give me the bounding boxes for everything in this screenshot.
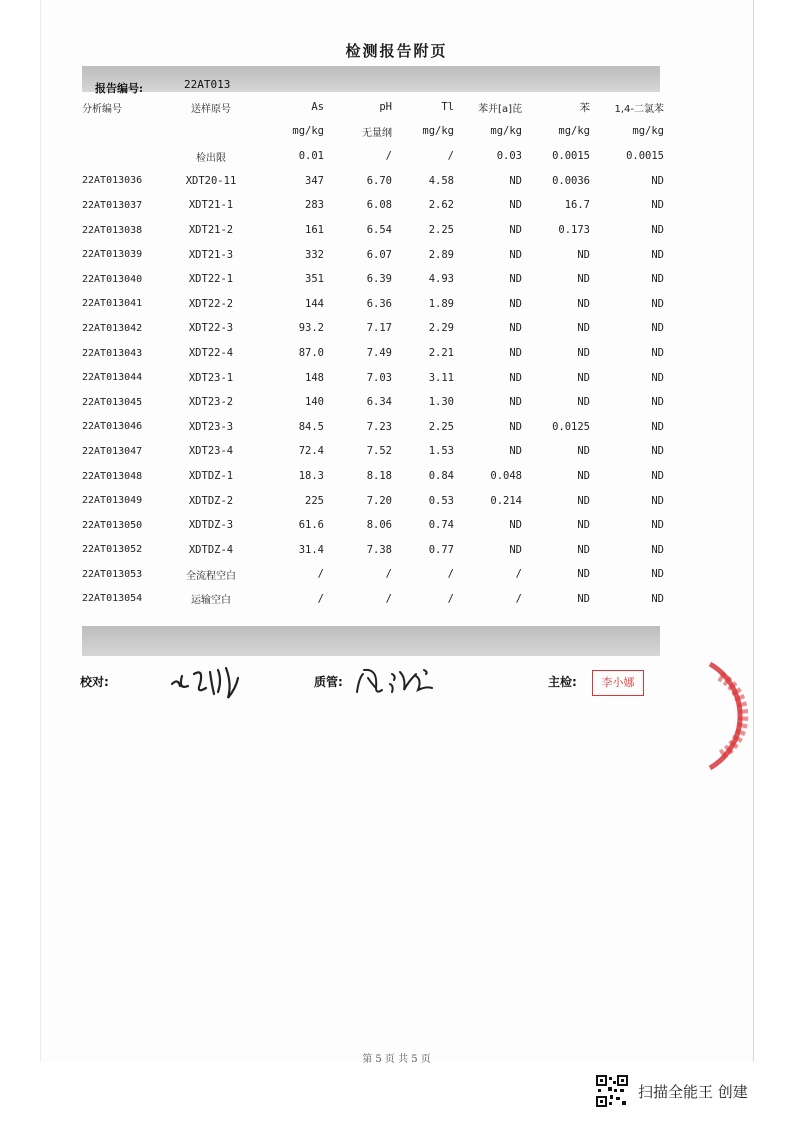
units-row (82, 118, 664, 144)
result-cell: ND (577, 248, 590, 261)
result-cell: / (515, 568, 522, 581)
qc-signature (354, 664, 446, 700)
result-cell: ND (577, 322, 590, 335)
sample-id-cell: XDT22-2 (188, 297, 234, 310)
analysis-id-cell: 22AT013040 (82, 273, 143, 285)
result-cell: 4.58 (428, 174, 454, 187)
results-table (82, 96, 664, 611)
analysis-id-cell: 22AT013037 (82, 199, 143, 211)
result-cell: 6.70 (366, 174, 392, 187)
qc-label: 质管: (314, 675, 343, 689)
limit-cell: 0.01 (298, 150, 324, 163)
result-cell: 18.3 (298, 470, 324, 483)
sample-id-cell: XDT23-2 (188, 396, 234, 409)
table-row (82, 316, 664, 341)
result-cell: 148 (305, 371, 324, 384)
page-title: 检测报告附页 (345, 42, 448, 60)
unit-cell: 无量纲 (362, 127, 392, 139)
column-header: pH (379, 101, 392, 113)
analysis-id-cell: 22AT013050 (82, 519, 143, 531)
sample-id-cell: 运输空白 (191, 595, 231, 607)
analysis-id-cell: 22AT013044 (82, 372, 143, 384)
result-cell: ND (509, 297, 522, 310)
table-row (82, 587, 664, 612)
result-cell: / (515, 592, 522, 605)
result-cell: ND (577, 396, 590, 409)
unit-cell: mg/kg (632, 125, 664, 137)
result-cell: 6.54 (366, 224, 392, 237)
result-cell: ND (651, 420, 664, 433)
sample-id-cell: XDT23-3 (188, 420, 234, 433)
official-seal-icon (706, 656, 793, 776)
result-cell: 7.38 (366, 543, 392, 556)
result-cell: 6.36 (366, 297, 392, 310)
analysis-id-cell: 22AT013045 (82, 396, 143, 408)
result-cell: 6.08 (366, 199, 392, 212)
inspector-label: 主检: (548, 675, 577, 689)
result-cell: ND (651, 224, 664, 237)
result-cell: 87.0 (298, 347, 324, 360)
limit-cell: 检出限 (196, 152, 226, 164)
header-band (82, 66, 660, 92)
result-cell: ND (509, 347, 522, 360)
result-cell: 0.84 (428, 470, 454, 483)
table-row (82, 439, 664, 464)
table-row (82, 218, 664, 243)
result-cell: ND (651, 347, 664, 360)
qr-code-icon (596, 1075, 628, 1107)
result-cell: 2.29 (428, 322, 454, 335)
proofread-label: 校对: (80, 675, 109, 689)
result-cell: 84.5 (298, 420, 324, 433)
table-row (82, 562, 664, 587)
result-cell: ND (509, 322, 522, 335)
result-cell: ND (509, 519, 522, 532)
result-cell: ND (651, 470, 664, 483)
table-row (82, 488, 664, 513)
sample-id-cell: XDT22-1 (188, 273, 234, 286)
result-cell: 8.18 (366, 470, 392, 483)
result-cell: ND (577, 347, 590, 360)
result-cell: ND (577, 470, 590, 483)
result-cell: 7.17 (366, 322, 392, 335)
result-cell: 2.89 (428, 248, 454, 261)
column-header: 苯并[a]芘 (478, 103, 522, 115)
result-cell: ND (577, 494, 590, 507)
sample-id-cell: XDT23-4 (188, 445, 234, 458)
report-number: 22AT013 (184, 78, 231, 91)
unit-cell: mg/kg (422, 125, 454, 137)
result-cell: 2.25 (428, 224, 454, 237)
result-cell: / (447, 568, 454, 581)
result-cell: ND (577, 297, 590, 310)
unit-cell (166, 118, 256, 144)
result-cell: 7.52 (366, 445, 392, 458)
result-cell: 93.2 (298, 322, 324, 335)
table-row (82, 415, 664, 440)
result-cell: 0.0036 (552, 174, 590, 187)
result-cell: / (385, 592, 392, 605)
analysis-id-cell: 22AT013047 (82, 445, 143, 457)
watermark-text: 扫描全能王 创建 (638, 1082, 748, 1101)
scanner-watermark (596, 1075, 748, 1107)
result-cell: 7.23 (366, 420, 392, 433)
column-header: 送样原号 (191, 103, 231, 115)
result-cell: 8.06 (366, 519, 392, 532)
column-header: As (311, 101, 324, 113)
result-cell: 140 (305, 396, 324, 409)
result-cell: 7.49 (366, 347, 392, 360)
result-cell: ND (651, 174, 664, 187)
page-footer: 第 5 页 共 5 页 (362, 1054, 431, 1065)
result-cell: 6.34 (366, 396, 392, 409)
result-cell: ND (651, 273, 664, 286)
result-cell: / (317, 592, 324, 605)
analysis-id-cell: 22AT013039 (82, 249, 143, 261)
result-cell: ND (577, 592, 590, 605)
result-cell: ND (577, 568, 590, 581)
analysis-id-cell: 22AT013042 (82, 322, 143, 334)
table-row (82, 464, 664, 489)
result-cell: ND (651, 248, 664, 261)
table-row (82, 341, 664, 366)
sample-id-cell: XDTDZ-3 (188, 519, 234, 532)
analysis-id-cell: 22AT013038 (82, 224, 143, 236)
limit-cell: / (385, 150, 392, 163)
sample-id-cell: XDT23-1 (188, 371, 234, 384)
table-header-row (82, 96, 664, 118)
unit-cell: mg/kg (490, 125, 522, 137)
result-cell: ND (577, 273, 590, 286)
proofread-signature (168, 662, 260, 704)
sample-id-cell: 全流程空白 (186, 570, 236, 582)
result-cell: 0.173 (558, 224, 590, 237)
result-cell: 2.21 (428, 347, 454, 360)
result-cell: 0.77 (428, 543, 454, 556)
limit-cell: 0.0015 (552, 150, 590, 163)
result-cell: / (317, 568, 324, 581)
result-cell: ND (651, 371, 664, 384)
analysis-id-cell: 22AT013052 (82, 544, 143, 556)
result-cell: 7.03 (366, 371, 392, 384)
sample-id-cell: XDTDZ-2 (188, 494, 234, 507)
result-cell: ND (577, 445, 590, 458)
unit-cell (82, 118, 166, 144)
result-cell: ND (509, 420, 522, 433)
unit-cell: mg/kg (558, 125, 590, 137)
table-row (82, 267, 664, 292)
analysis-id-cell: 22AT013036 (82, 175, 143, 187)
result-cell: 72.4 (298, 445, 324, 458)
result-cell: ND (509, 248, 522, 261)
result-cell: ND (509, 273, 522, 286)
result-cell: 16.7 (564, 199, 590, 212)
result-cell: ND (651, 494, 664, 507)
result-cell: ND (509, 445, 522, 458)
result-cell: 0.214 (490, 494, 522, 507)
result-cell: 6.07 (366, 248, 392, 261)
table-row (82, 365, 664, 390)
result-cell: ND (651, 199, 664, 212)
table-row (82, 390, 664, 415)
result-cell: 31.4 (298, 543, 324, 556)
result-cell: 1.53 (428, 445, 454, 458)
table-row (82, 169, 664, 194)
result-cell: 144 (305, 297, 324, 310)
column-header: 1,4-二氯苯 (614, 103, 664, 115)
result-cell: ND (577, 371, 590, 384)
table-row (82, 292, 664, 317)
sample-id-cell: XDT21-2 (188, 224, 234, 237)
analysis-id-cell: 22AT013049 (82, 495, 143, 507)
result-cell: ND (651, 543, 664, 556)
analysis-id-cell: 22AT013046 (82, 421, 143, 433)
result-cell: 347 (305, 174, 324, 187)
table-row (82, 538, 664, 563)
sample-id-cell: XDTDZ-4 (188, 543, 234, 556)
table-row (82, 242, 664, 267)
result-cell: ND (651, 396, 664, 409)
analysis-id-cell: 22AT013048 (82, 470, 143, 482)
table-row (82, 513, 664, 538)
result-cell: 225 (305, 494, 324, 507)
report-number-label: 报告编号: (95, 82, 144, 95)
result-cell: 1.30 (428, 396, 454, 409)
result-cell: / (385, 568, 392, 581)
result-cell: 0.53 (428, 494, 454, 507)
limit-cell (82, 144, 166, 169)
result-cell: 351 (305, 273, 324, 286)
sample-id-cell: XDT22-4 (188, 347, 234, 360)
result-cell: 2.62 (428, 199, 454, 212)
result-cell: ND (509, 224, 522, 237)
result-cell: 7.20 (366, 494, 392, 507)
result-cell: 1.89 (428, 297, 454, 310)
result-cell: ND (651, 322, 664, 335)
column-header: 苯 (579, 101, 590, 114)
result-cell: ND (577, 543, 590, 556)
result-cell: ND (577, 519, 590, 532)
result-cell: 3.11 (428, 371, 454, 384)
result-cell: 6.39 (366, 273, 392, 286)
result-cell: ND (509, 396, 522, 409)
analysis-id-cell: 22AT013053 (82, 568, 143, 580)
sample-id-cell: XDT22-3 (188, 322, 234, 335)
result-cell: 4.93 (428, 273, 454, 286)
result-cell: ND (509, 543, 522, 556)
sample-id-cell: XDT20-11 (185, 174, 237, 187)
result-cell: ND (651, 445, 664, 458)
sample-id-cell: XDT21-3 (188, 248, 234, 261)
analysis-id-cell: 22AT013041 (82, 298, 143, 310)
analysis-id-cell: 22AT013054 (82, 593, 143, 605)
inspector-name-stamp: 李小娜 (592, 670, 644, 696)
result-cell: 0.0125 (552, 420, 590, 433)
detection-limit-row (82, 144, 664, 169)
result-cell: 0.048 (490, 470, 522, 483)
limit-cell: 0.0015 (626, 150, 664, 163)
limit-cell: 0.03 (496, 150, 522, 163)
footer-band (82, 626, 660, 656)
limit-cell: / (447, 150, 454, 163)
column-header: Tl (441, 101, 454, 113)
column-header: 分析编号 (82, 103, 122, 115)
result-cell: 283 (305, 199, 324, 212)
sample-id-cell: XDTDZ-1 (188, 470, 234, 483)
unit-cell: mg/kg (292, 125, 324, 137)
result-cell: ND (651, 568, 664, 581)
sample-id-cell: XDT21-1 (188, 199, 234, 212)
result-cell: 2.25 (428, 420, 454, 433)
result-cell: ND (509, 199, 522, 212)
result-cell: / (447, 592, 454, 605)
result-cell: 332 (305, 248, 324, 261)
analysis-id-cell: 22AT013043 (82, 347, 143, 359)
result-cell: 61.6 (298, 519, 324, 532)
result-cell: 161 (305, 224, 324, 237)
result-cell: ND (651, 592, 664, 605)
result-cell: 0.74 (428, 519, 454, 532)
result-cell: ND (509, 371, 522, 384)
table-row (82, 193, 664, 218)
result-cell: ND (651, 297, 664, 310)
result-cell: ND (651, 519, 664, 532)
result-cell: ND (509, 174, 522, 187)
